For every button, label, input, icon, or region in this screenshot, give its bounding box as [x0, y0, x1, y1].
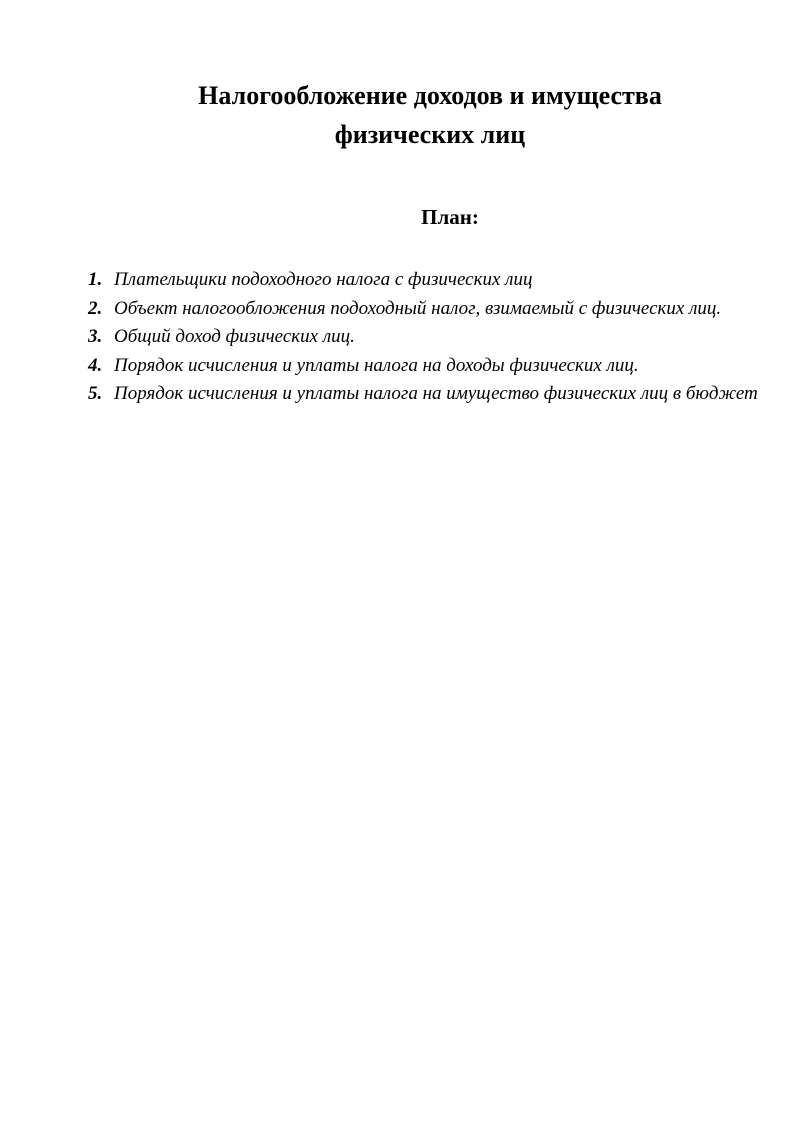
plan-item-number: 3. [88, 326, 103, 347]
plan-item-number: 2. [88, 297, 103, 319]
plan-item-number: 4. [88, 354, 103, 376]
plan-item-text: Порядок исчисления и уплаты налога на имущество физических лиц в бюджет [114, 383, 758, 404]
plan-item-4 [88, 352, 768, 381]
plan-item-1 [88, 266, 768, 295]
document-title-line-2: физических лиц [334, 120, 526, 149]
plan-item-text: Общий доход физических лиц. [114, 326, 355, 347]
plan-item-3 [88, 323, 768, 352]
plan-list [88, 266, 768, 409]
plan-item-text: Порядок исчисления и уплаты налога на доходы физических лиц. [114, 354, 639, 376]
document-title-line-1: Налогообложение доходов и имущества [198, 81, 662, 110]
plan-item-text: Объект налогообложения подоходный налог, взимаемый с физических лиц. [114, 297, 722, 319]
plan-item-5 [88, 380, 768, 409]
plan-item-number: 5. [88, 383, 103, 404]
plan-item-2 [88, 295, 768, 324]
plan-item-text: Плательщики подоходного налога с физических лиц [114, 269, 533, 290]
document-title [90, 76, 770, 154]
plan-item-number: 1. [88, 269, 103, 290]
plan-heading: План: [421, 205, 479, 229]
